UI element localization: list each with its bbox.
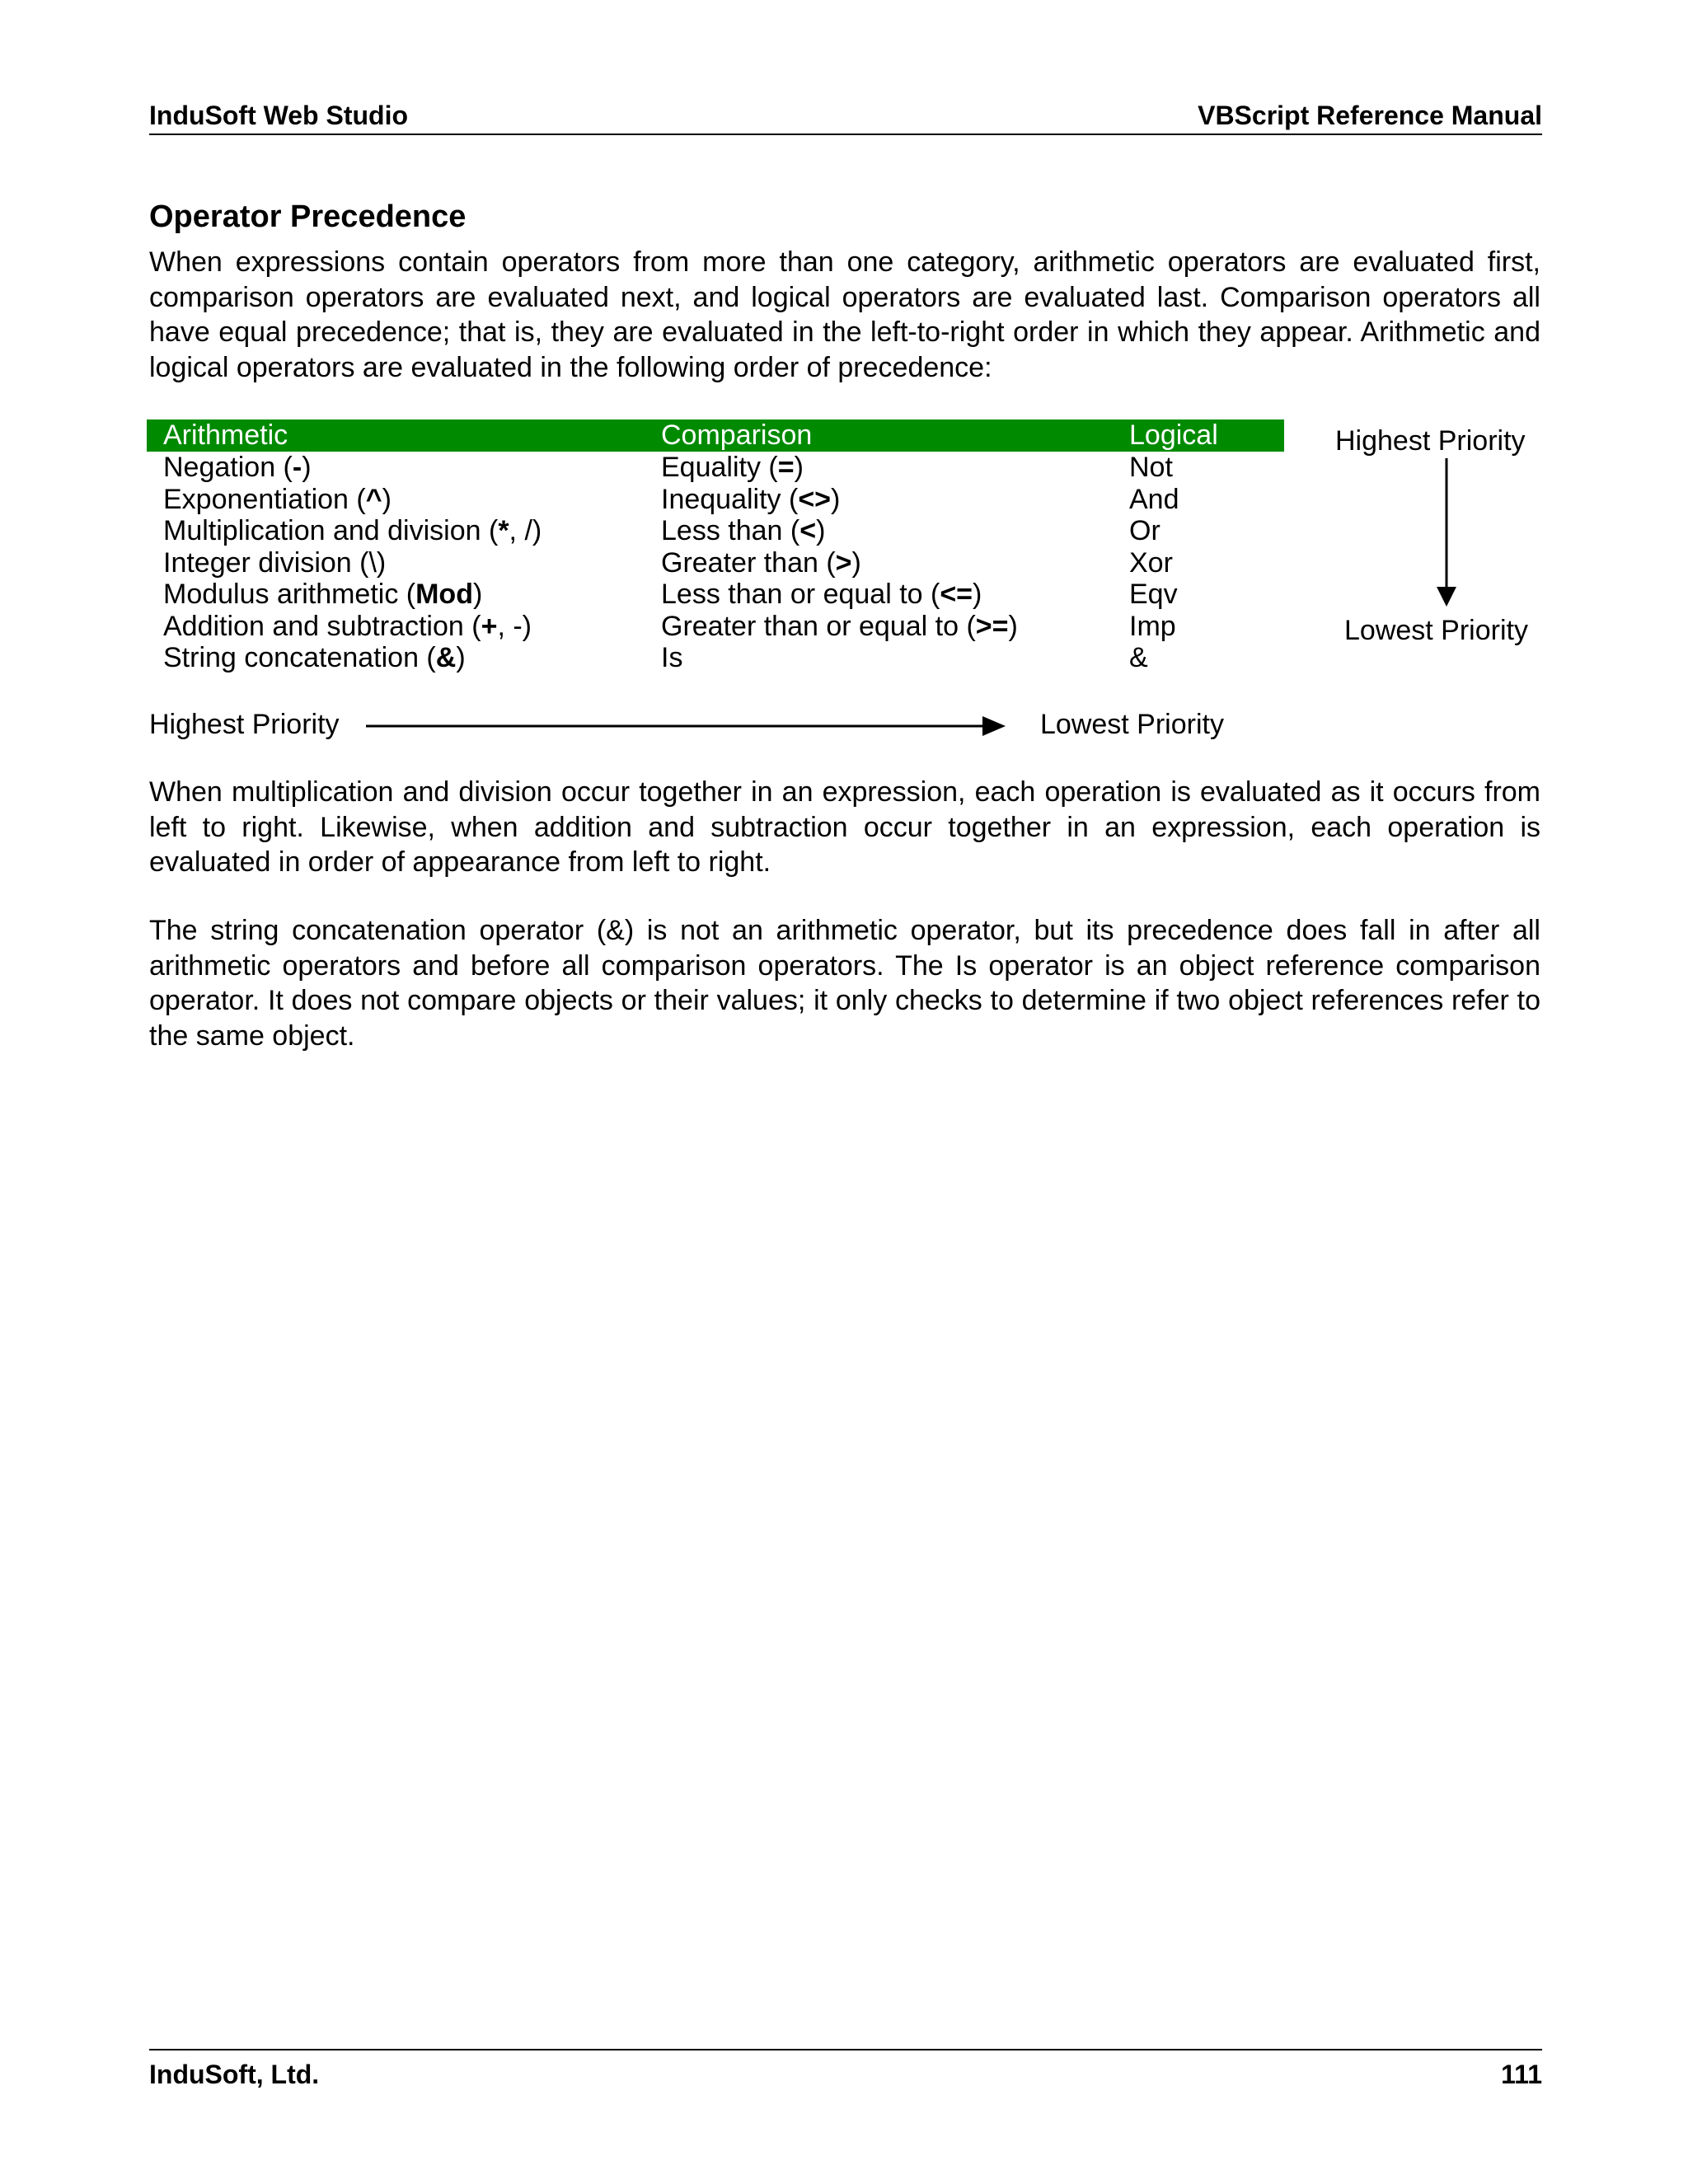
comparison-cell	[645, 579, 1113, 611]
logical-operator: Not	[1129, 452, 1173, 483]
table-row	[147, 547, 1284, 579]
table-row	[147, 611, 1284, 643]
arithmetic-operator-symbol: +	[481, 610, 498, 642]
header-manual-title: VBScript Reference Manual	[1198, 101, 1542, 130]
comparison-operator-name: Greater than or equal to (	[661, 610, 976, 642]
multiplication-division-paragraph: When multiplication and division occur together in an expression, each operation is evaluated as it occurs from left to right. Likewise, when addition and subtraction occur together in an expression, each operation is evaluated in order of appearance from left to right.	[149, 776, 1540, 878]
logical-cell	[1113, 484, 1284, 516]
footer-company: InduSoft, Ltd.	[149, 2060, 320, 2089]
vertical-lowest-priority-label: Lowest Priority	[1344, 615, 1528, 646]
comparison-operator-symbol: =	[777, 452, 795, 483]
comparison-operator-name: Is	[661, 642, 683, 673]
arithmetic-operator-symbol: ^	[365, 483, 382, 515]
column-header-comparison: Comparison	[645, 419, 1113, 452]
arithmetic-operator-symbol: *	[498, 515, 509, 546]
comparison-operator-suffix: )	[851, 546, 861, 579]
arithmetic-cell	[147, 611, 645, 643]
table-body	[147, 452, 1284, 674]
comparison-operator-suffix: )	[816, 515, 826, 546]
page-header	[149, 97, 1542, 135]
arithmetic-operator-name: Addition and subtraction (	[163, 610, 481, 642]
arithmetic-operator-symbol: Mod	[415, 579, 473, 610]
arithmetic-operator-name: Integer division (\)	[163, 546, 387, 579]
logical-cell	[1113, 515, 1284, 547]
comparison-operator-name: Inequality (	[661, 483, 799, 515]
arithmetic-operator-suffix: , /)	[509, 515, 542, 546]
vertical-highest-priority-label: Highest Priority	[1335, 425, 1526, 457]
table-row	[147, 642, 1284, 674]
header-product-name: InduSoft Web Studio	[149, 101, 409, 130]
horizontal-highest-priority-label: Highest Priority	[149, 709, 340, 740]
logical-operator: Xor	[1129, 546, 1173, 579]
arithmetic-cell	[147, 579, 645, 611]
logical-cell	[1113, 547, 1284, 579]
logical-cell	[1113, 642, 1284, 674]
comparison-operator-name: Greater than (	[661, 546, 836, 579]
page-number: 111	[1501, 2060, 1542, 2089]
vertical-priority-arrow	[1434, 458, 1459, 607]
comparison-operator-symbol: <>	[798, 483, 832, 515]
comparison-cell	[645, 642, 1113, 674]
logical-operator: Or	[1129, 515, 1160, 546]
comparison-cell	[645, 484, 1113, 516]
arithmetic-cell	[147, 452, 645, 484]
arithmetic-operator-suffix: )	[472, 579, 483, 610]
table-row	[147, 484, 1284, 516]
logical-cell	[1113, 611, 1284, 643]
arithmetic-cell	[147, 484, 645, 516]
comparison-operator-suffix: )	[1008, 610, 1018, 642]
comparison-cell	[645, 547, 1113, 579]
comparison-operator-suffix: )	[794, 452, 804, 483]
section-title: Operator Precedence	[149, 199, 467, 234]
comparison-operator-suffix: )	[831, 483, 841, 515]
arithmetic-operator-symbol: -	[292, 452, 302, 483]
comparison-operator-symbol: >	[835, 546, 852, 579]
concatenation-paragraph: The string concatenation operator (&) is not an arithmetic operator, but its precedence does fall in after all arithmetic operators and before all comparison operators. The Is operator is an object reference comparison operator. It does not compare objects or their values; it only checks to determine if two object references refer to the same object.	[149, 915, 1540, 1052]
logical-cell	[1113, 452, 1284, 484]
comparison-operator-name: Less than (	[661, 515, 800, 546]
logical-operator: Imp	[1129, 610, 1176, 642]
arithmetic-operator-name: Exponentiation (	[163, 483, 366, 515]
table-header-row	[147, 419, 1284, 452]
arithmetic-operator-name: Multiplication and division (	[163, 515, 499, 546]
arithmetic-operator-suffix: , -)	[497, 610, 532, 642]
table-row	[147, 515, 1284, 547]
comparison-operator-symbol: <	[799, 515, 817, 546]
arithmetic-operator-name: Modulus arithmetic (	[163, 579, 416, 610]
arithmetic-cell	[147, 547, 645, 579]
logical-cell	[1113, 579, 1284, 611]
page-footer	[149, 2049, 1542, 2092]
arithmetic-cell	[147, 515, 645, 547]
comparison-cell	[645, 611, 1113, 643]
comparison-operator-name: Equality (	[661, 452, 778, 483]
comparison-operator-symbol: >=	[975, 610, 1009, 642]
arithmetic-operator-suffix: )	[302, 452, 312, 483]
comparison-operator-symbol: <=	[940, 579, 973, 610]
arithmetic-cell	[147, 642, 645, 674]
comparison-operator-name: Less than or equal to (	[661, 579, 940, 610]
column-header-logical: Logical	[1113, 419, 1284, 452]
comparison-cell	[645, 515, 1113, 547]
comparison-operator-suffix: )	[973, 579, 982, 610]
table-row	[147, 579, 1284, 611]
arithmetic-operator-suffix: )	[382, 483, 392, 515]
logical-operator: And	[1129, 483, 1179, 515]
arithmetic-operator-suffix: )	[456, 642, 466, 673]
comparison-cell	[645, 452, 1113, 484]
table-row	[147, 452, 1284, 484]
logical-operator: Eqv	[1129, 579, 1178, 610]
arithmetic-operator-name: Negation (	[163, 452, 293, 483]
intro-paragraph: When expressions contain operators from more than one category, arithmetic operators are evaluated first, comparison operators are evaluated next, and logical operators are evaluated last. Comparison operators all have equal precedence; that is, they are evaluated in the left-to-right order in which they appear. Arithmetic and logical operators are evaluated in the following order of precedence:	[149, 246, 1540, 383]
column-header-arithmetic: Arithmetic	[147, 419, 645, 452]
horizontal-priority-arrow	[366, 714, 1006, 738]
precedence-table	[147, 419, 1284, 674]
arithmetic-operator-name: String concatenation (	[163, 642, 436, 673]
horizontal-lowest-priority-label: Lowest Priority	[1040, 709, 1224, 740]
logical-operator: &	[1129, 642, 1148, 673]
arithmetic-operator-symbol: &	[435, 642, 457, 673]
